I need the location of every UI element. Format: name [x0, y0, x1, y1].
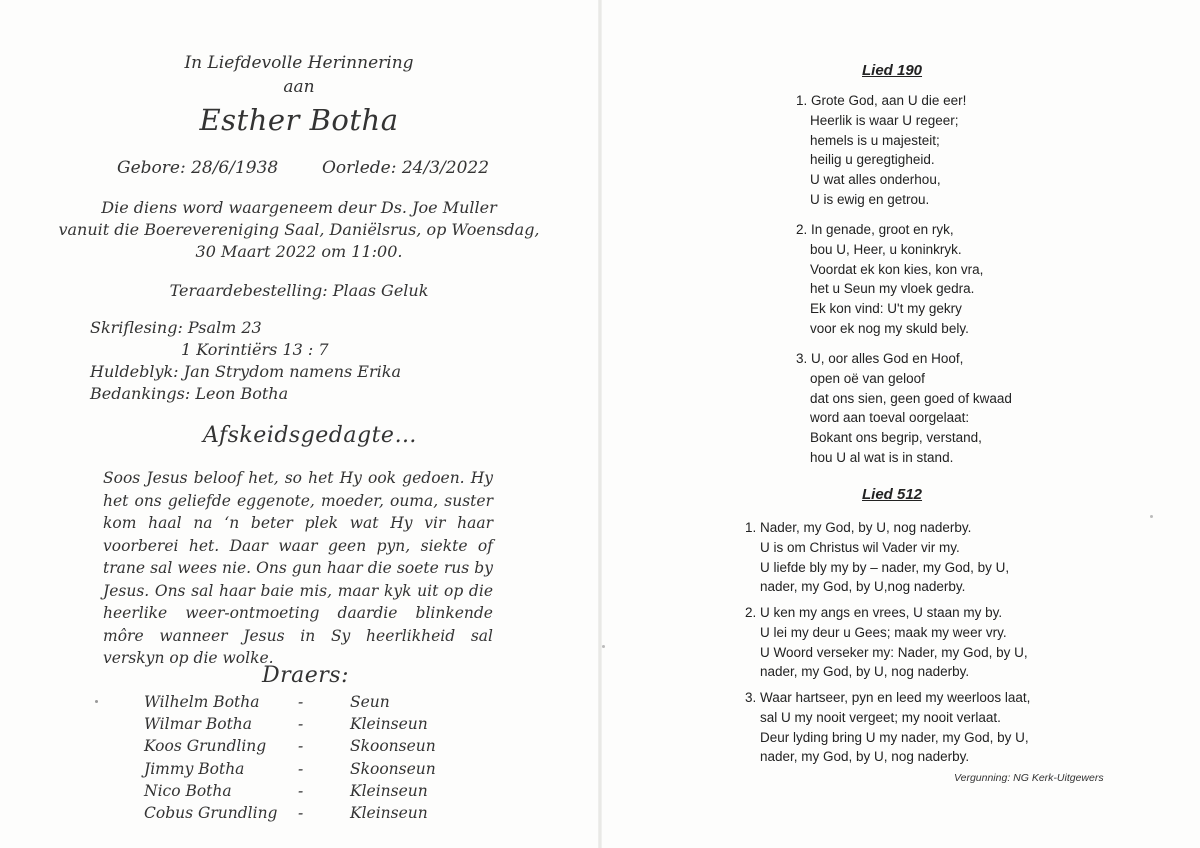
verse-line: U liefde bly my by – nader, my God, by U, — [760, 559, 1010, 575]
hymn-512-title: Lied 512 — [862, 486, 923, 503]
verse-line: 3. U, oor alles God en Hoof, — [796, 351, 964, 366]
born-date: Gebore: 28/6/1938 — [117, 158, 279, 178]
scan-speck — [1150, 515, 1153, 518]
scan-speck — [95, 700, 98, 703]
bearer-dash: - — [298, 693, 304, 711]
bearer-row — [0, 693, 598, 715]
scan-speck — [602, 645, 605, 648]
burial-place: Teraardebestelling: Plaas Geluk — [169, 281, 429, 300]
service-line-1: Die diens word waargeneem deur Ds. Joe Muller — [101, 198, 497, 217]
hymn-190-verse-2 — [796, 220, 983, 339]
hymn-512-verse-1 — [745, 518, 1009, 597]
right-page — [602, 0, 1200, 848]
bearer-row — [0, 782, 598, 804]
bearer-row — [0, 715, 598, 737]
hymn-190-verse-1 — [796, 91, 966, 210]
bearer-name: Wilhelm Botha — [144, 693, 260, 711]
farewell-text: Soos Jesus beloof het, so het Hy ook gedoen. Hy het ons geliefde eggenote, moeder, ouma, suster kom haal na ‘n beter plek wat Hy vir haar voorberei het. Daar waar geen pyn, siekte of trane sal wees nie. Ons gun haar die soete rus by Jesus. Ons sal haar baie mis, maar kyk uit op die heerlike weer-ontmoeting daardie blinkende môre wanneer Jesus in Sy heerlikheid sal verskyn op die wolke. — [103, 469, 493, 667]
reading-psalm: Skriflesing: Psalm 23 — [90, 318, 262, 337]
verse-line: 2. U ken my angs en vrees, U staan my by. — [745, 605, 1003, 620]
bearer-relation: Seun — [350, 693, 390, 711]
bearer-row — [0, 804, 598, 826]
bearer-relation: Skoonseun — [350, 760, 436, 778]
bearer-dash: - — [298, 737, 304, 755]
verse-line: Voordat ek kon kies, kon vra, — [810, 261, 984, 277]
bearer-name: Cobus Grundling — [144, 804, 278, 822]
verse-line: 1. Nader, my God, by U, nog naderby. — [745, 520, 972, 535]
verse-line: 3. Waar hartseer, pyn en leed my weerloos laat, — [745, 690, 1031, 705]
thanks: Bedankings: Leon Botha — [90, 384, 289, 403]
hymn-190-title: Lied 190 — [862, 62, 923, 79]
tribute: Huldeblyk: Jan Strydom namens Erika — [90, 362, 401, 381]
verse-line: het u Seun my vloek gedra. — [810, 281, 975, 297]
bearer-relation: Kleinseun — [350, 782, 428, 800]
hymn-512-verse-2 — [745, 603, 1028, 682]
farewell-heading: Afskeidsgedagte… — [203, 423, 417, 448]
bearer-dash: - — [298, 760, 304, 778]
verse-line: Deur lyding bring U my nader, my God, by U, — [760, 729, 1029, 745]
service-line-2: vanuit die Boerevereniging Saal, Daniëlsrus, op Woensdag, — [58, 220, 540, 239]
verse-line: Bokant ons begrip, verstand, — [810, 430, 982, 446]
memorial-line: In Liefdevolle Herinnering — [184, 53, 414, 73]
verse-line: heilig u geregtigheid. — [810, 152, 935, 168]
verse-line: word aan toeval oorgelaat: — [810, 410, 970, 426]
bearer-relation: Kleinseun — [350, 715, 428, 733]
bearer-row — [0, 760, 598, 782]
service-line-3: 30 Maart 2022 om 11:00. — [195, 242, 403, 261]
license-note: Vergunning: NG Kerk-Uitgewers — [954, 772, 1104, 784]
verse-line: voor ek nog my skuld bely. — [810, 320, 969, 336]
bearer-relation: Kleinseun — [350, 804, 428, 822]
reading-corinthians: 1 Korintiërs 13 : 7 — [181, 340, 329, 359]
bearer-relation: Skoonseun — [350, 737, 436, 755]
verse-line: nader, my God, by U, nog naderby. — [760, 664, 970, 680]
verse-line: hemels is u majesteit; — [810, 132, 940, 148]
verse-line: Heerlik is waar U regeer; — [810, 112, 959, 128]
bearers-heading: Draers: — [262, 663, 350, 688]
verse-line: U Woord verseker my: Nader, my God, by U, — [760, 644, 1028, 660]
verse-line: 2. In genade, groot en ryk, — [796, 222, 954, 237]
bearer-dash: - — [298, 782, 304, 800]
memorial-to: aan — [283, 77, 315, 97]
verse-line: U is om Christus wil Vader vir my. — [760, 539, 960, 555]
verse-line: open oë van geloof — [810, 370, 925, 386]
bearer-name: Jimmy Botha — [144, 760, 245, 778]
verse-line: nader, my God, by U,nog naderby. — [760, 579, 966, 595]
verse-line: sal U my nooit vergeet; my nooit verlaat. — [760, 709, 1001, 725]
left-page — [0, 0, 598, 848]
bearer-dash: - — [298, 715, 304, 733]
deceased-name: Esther Botha — [199, 103, 399, 137]
verse-line: U wat alles onderhou, — [810, 172, 941, 188]
verse-line: dat ons sien, geen goed of kwaad — [810, 390, 1012, 406]
verse-line: U is ewig en getrou. — [810, 191, 930, 207]
bearer-name: Koos Grundling — [144, 737, 267, 755]
verse-line: nader, my God, by U, nog naderby. — [760, 749, 970, 765]
bearer-name: Nico Botha — [144, 782, 232, 800]
verse-line: bou U, Heer, u koninkryk. — [810, 241, 962, 257]
verse-line: hou U al wat is in stand. — [810, 449, 954, 465]
hymn-190-verse-3 — [796, 349, 1012, 468]
died-date: Oorlede: 24/3/2022 — [322, 158, 490, 178]
bearer-dash: - — [298, 804, 304, 822]
hymn-512-verse-3 — [745, 688, 1030, 767]
bearer-name: Wilmar Botha — [144, 715, 253, 733]
verse-line: Ek kon vind: U't my gekry — [810, 301, 962, 317]
bearer-row — [0, 737, 598, 759]
verse-line: U lei my deur u Gees; maak my weer vry. — [760, 624, 1007, 640]
verse-line: 1. Grote God, aan U die eer! — [796, 93, 967, 108]
